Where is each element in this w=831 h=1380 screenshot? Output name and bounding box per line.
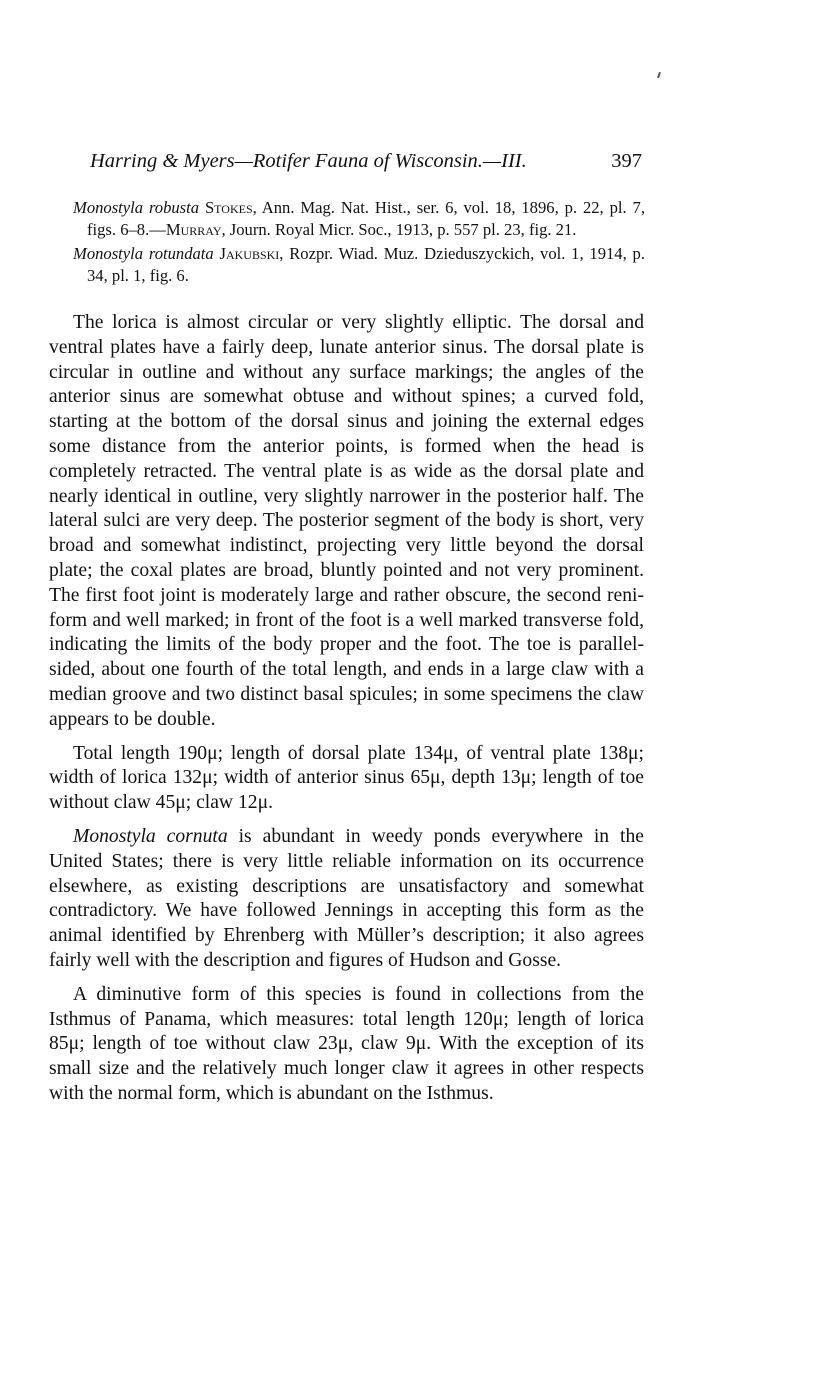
author-name: Murray: [165, 220, 222, 240]
distribution-paragraph: [49, 825, 644, 974]
citation-text: , Journ. Royal Micr. Soc., 1913, p. 557 pl. 23, fig. 21.: [221, 220, 577, 240]
author-name: Jakubski: [219, 243, 280, 263]
taxon-name: Monostyla rotundata: [73, 243, 214, 263]
distribution-text: is abundant in weedy ponds everywhere in the United States; there is very little reliable information on its occurrence elsewhere, as existing descriptions are unsatisfactory and somewhat contradictory. We have followed Jennings in accepting this form as the animal identified by Ehrenberg with Müller’s description; it also agrees fairly well with the description and figures of Hudson and Gosse.: [49, 825, 644, 971]
print-speck: [657, 72, 661, 78]
synonymy-references: [73, 197, 645, 287]
citation-text: , Ann. Mag. Nat. Hist., ser. 6, vol. 18, 1896, p. 22, pl. 7, figs. 6–8.—: [87, 198, 645, 240]
running-title: Harring & Myers—Rotifer Fauna of Wisconsin.—III.: [90, 150, 527, 172]
taxon-name: Monostyla cornuta: [73, 825, 228, 847]
citation-text: , Rozpr. Wiad. Muz. Dzieduszyckich, vol. 1, 1914, p. 34, pl. 1, fig. 6.: [87, 243, 645, 285]
reference-entry: [73, 197, 645, 242]
running-head: [90, 146, 642, 176]
variant-paragraph: A diminutive form of this species is found in collections from the Isthmus of Panama, which measures: total length 120μ; length of lorica 85μ; length of toe without claw 23μ, claw 9μ. With the exception of its small size and the relatively much longer claw it agrees in other respects with the normal form, which is abundant on the Isthmus.: [49, 983, 644, 1104]
body-text: [49, 311, 644, 1107]
measurements-paragraph: Total length 190μ; length of dorsal plate 134μ, of ventral plate 138μ; width of lorica 132μ; width of anterior sinus 65μ, depth 13μ; length of toe without claw 45μ; claw 12μ.: [49, 742, 644, 814]
taxon-name: Monostyla robusta: [73, 198, 200, 217]
description-paragraph: The lorica is almost circular or very slightly elliptic. The dorsal and ventral plates have a fairly deep, lunate anterior sinus. The dorsal plate is circular in outline and without any surface markings; the angles of the anterior sinus are somewhat obtuse and without spines; a curved fold, starting at the bottom of the dorsal sinus and joining the external edges some distance from the anterior points, is formed when the head is completely retracted. The ventral plate is as wide as the dorsal plate and nearly identical in outline, very slightly narrower in the posterior half. The lateral sulci are very deep. The posterior segment of the body is short, very broad and somewhat indistinct, projecting very little beyond the dorsal plate; the coxal plates are broad, bluntly pointed and not very prominent. The first foot joint is moderately large and rather obscure, the second reniform and well marked; in front of the foot is a well marked transverse fold, indicating the limits of the body proper and the foot. The toe is parallel-sided, about one fourth of the total length, and ends in a large claw with a median groove and two distinct basal spicules; in some specimens the claw appears to be double.: [49, 312, 644, 730]
author-name: Stokes: [204, 198, 253, 217]
page-number: 397: [611, 150, 642, 172]
reference-entry: [73, 243, 645, 288]
